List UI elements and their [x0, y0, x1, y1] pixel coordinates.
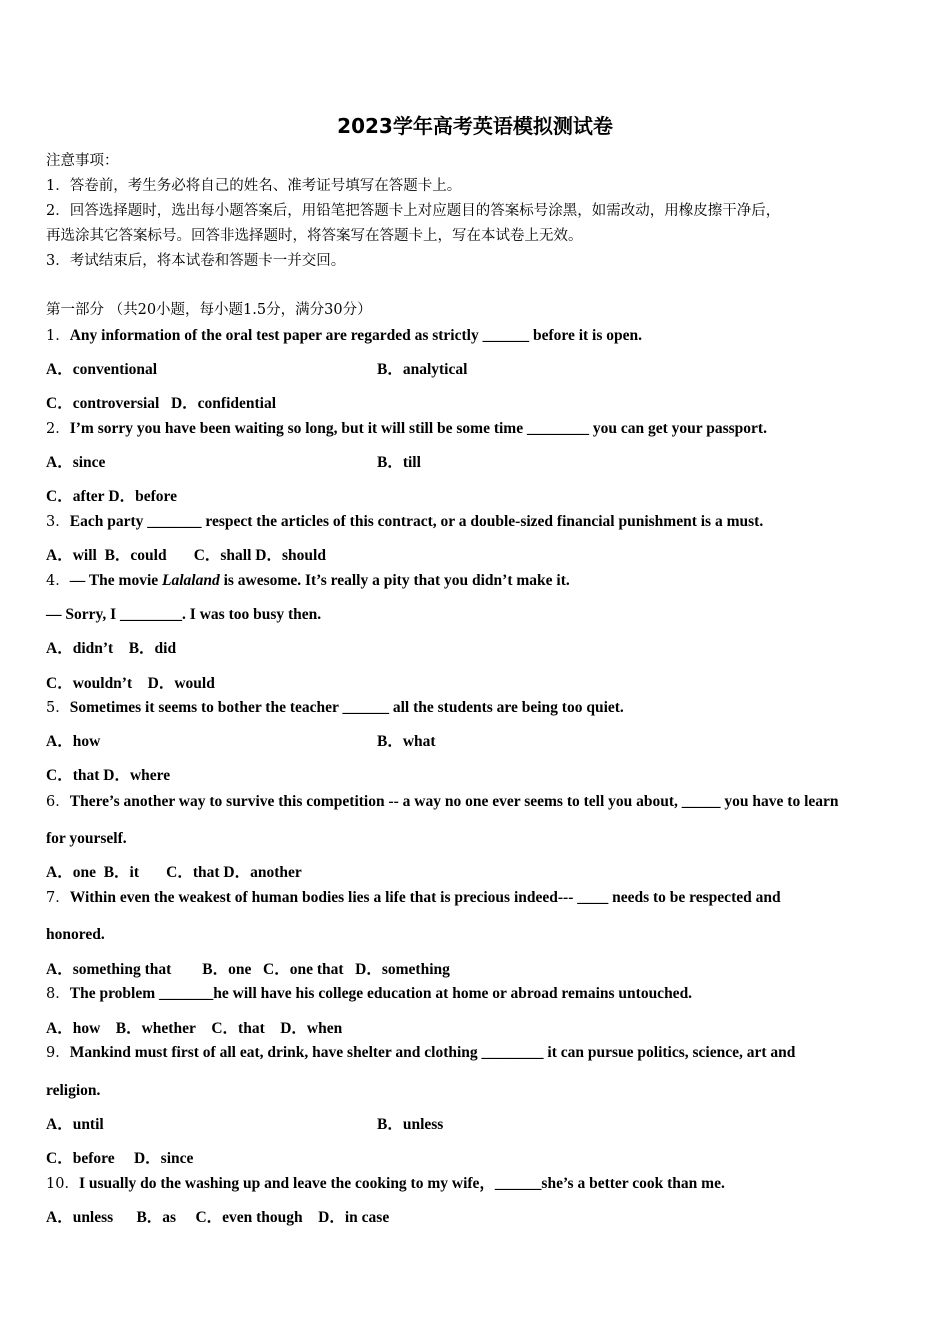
option-d: D．in case: [318, 1209, 390, 1226]
options-row: [46, 487, 177, 507]
options-row: [46, 453, 421, 473]
question-8: [46, 984, 692, 1004]
question-3: [46, 512, 763, 532]
options-row: [46, 960, 450, 980]
option-b: B．as: [136, 1209, 177, 1226]
question-number: 6．: [46, 794, 70, 810]
page-title: 2023学年高考英语模拟测试卷: [337, 114, 613, 138]
question-number: 2．: [46, 421, 70, 437]
options-row: [46, 1208, 389, 1228]
question-number: 3．: [46, 514, 70, 530]
options-row: [46, 863, 302, 883]
question-text: The problem _______he will have his college education at home or abroad remains untouched.: [69, 985, 693, 1002]
question-10: [46, 1174, 725, 1194]
options-row: [46, 360, 468, 380]
options-row: [46, 732, 436, 752]
question-text: Any information of the oral test paper are regarded as strictly ______ before it is open.: [69, 327, 643, 344]
notice-item: 2．回答选择题时，选出每小题答案后，用铅笔把答题卡上对应题目的答案标号涂黑，如需改动，用橡皮擦干净后，: [46, 203, 781, 219]
options-row: [46, 674, 215, 694]
notice-item: 再选涂其它答案标号。回答非选择题时，将答案写在答题卡上，写在本试卷上无效。: [46, 228, 583, 244]
options-row: [46, 394, 276, 414]
option-b: B．unless: [377, 1116, 444, 1133]
options-row: [46, 546, 326, 566]
option-c: C．even though: [195, 1209, 303, 1226]
question-6: [46, 792, 839, 812]
question-number: 10．: [46, 1176, 79, 1192]
option-d: D．when: [280, 1020, 343, 1037]
option-a: A．since: [46, 454, 106, 471]
option-c: C．controversial: [46, 395, 160, 412]
option-c: C．one that: [263, 961, 344, 978]
option-a: A．how: [46, 733, 101, 750]
option-b: B．what: [377, 733, 436, 750]
options-row: [46, 1019, 342, 1039]
question-number: 8．: [46, 986, 70, 1002]
option-a: A．until: [46, 1116, 104, 1133]
option-a: A．one: [46, 864, 96, 881]
option-a: A．something that: [46, 961, 172, 978]
option-c: C．that: [166, 864, 220, 881]
question-4: [46, 571, 570, 591]
option-d: D．before: [108, 488, 177, 505]
question-number: 5．: [46, 700, 70, 716]
question-text: I’m sorry you have been waiting so long, but it will still be some time ________ you can get your passport.: [69, 420, 767, 437]
question-text: is awesome. It’s really a pity that you didn’t make it.: [219, 572, 570, 589]
options-row: [46, 766, 170, 786]
question-7-cont: honored.: [46, 926, 105, 943]
question-number: 4．: [46, 573, 70, 589]
option-c: C．shall: [193, 547, 252, 564]
option-c: C．wouldn’t: [46, 675, 133, 692]
option-a: A．will: [46, 547, 97, 564]
option-b: B．one: [202, 961, 252, 978]
option-c: C．that: [211, 1020, 265, 1037]
option-b: B．it: [103, 864, 140, 881]
option-a: A．conventional: [46, 361, 158, 378]
question-number: 9．: [46, 1045, 70, 1061]
option-a: A．didn’t: [46, 640, 114, 657]
option-b: B．analytical: [377, 361, 468, 378]
question-text: Each party _______ respect the articles of this contract, or a double-sized financial punishment is a must.: [69, 513, 764, 530]
options-row: [46, 639, 176, 659]
question-text: Mankind must first of all eat, drink, have shelter and clothing ________ it can pursue politics, science, art and: [69, 1044, 796, 1061]
option-d: D．would: [147, 675, 215, 692]
question-text: — The movie: [69, 572, 163, 589]
notice-item: 1．答卷前，考生务必将自己的姓名、准考证号填写在答题卡上。: [46, 178, 462, 194]
question-text: I usually do the washing up and leave the cooking to my wife，______she’s a better cook than me.: [78, 1175, 725, 1192]
option-d: D．something: [355, 961, 450, 978]
question-6-cont: for yourself.: [46, 830, 127, 847]
option-c: C．that: [46, 767, 100, 784]
option-d: D．confidential: [170, 395, 277, 412]
question-number: 7．: [46, 890, 70, 906]
question-5: [46, 698, 624, 718]
question-9-cont: religion.: [46, 1082, 101, 1099]
option-c: C．after: [46, 488, 105, 505]
option-b: B．till: [377, 454, 421, 471]
question-text: There’s another way to survive this competition -- a way no one ever seems to tell you about, _____ you have to learn: [69, 793, 839, 810]
option-a: A．unless: [46, 1209, 114, 1226]
question-4-reply: — Sorry, I ________. I was too busy then.: [46, 606, 322, 623]
question-9: [46, 1043, 795, 1063]
options-row: [46, 1115, 444, 1135]
question-1: [46, 326, 642, 346]
option-d: D．since: [133, 1150, 194, 1167]
notice-item: 3．考试结束后，将本试卷和答题卡一并交回。: [46, 253, 346, 269]
movie-title: Lalaland: [162, 572, 220, 589]
option-d: D．should: [255, 547, 326, 564]
option-c: C．before: [46, 1150, 115, 1167]
section-heading: 第一部分 （共20小题，每小题1.5分，满分30分）: [46, 302, 372, 318]
option-d: D．where: [103, 767, 171, 784]
option-d: D．another: [223, 864, 302, 881]
question-7: [46, 888, 781, 908]
options-row: [46, 1149, 193, 1169]
question-text: Within even the weakest of human bodies lies a life that is precious indeed--- ____ needs to be respected and: [69, 889, 781, 906]
option-b: B．could: [104, 547, 167, 564]
question-text: Sometimes it seems to bother the teacher ______ all the students are being too quiet.: [69, 699, 624, 716]
option-a: A．how: [46, 1020, 101, 1037]
option-b: B．whether: [115, 1020, 196, 1037]
question-2: [46, 419, 767, 439]
question-number: 1．: [46, 328, 70, 344]
option-b: B．did: [128, 640, 177, 657]
notice-heading: 注意事项：: [46, 153, 119, 169]
